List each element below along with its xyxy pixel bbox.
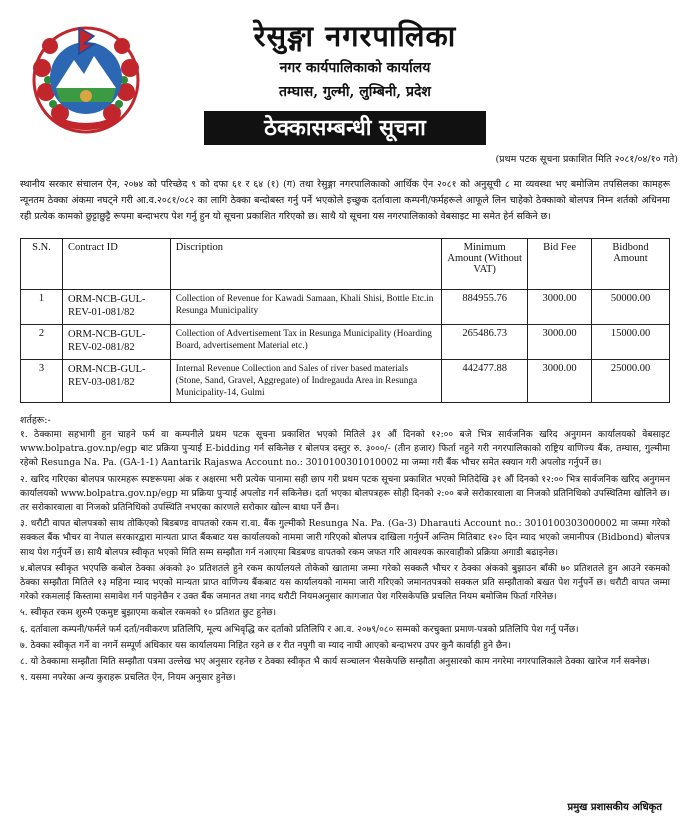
table-header-row [21,239,670,290]
term-item: ८. यो ठेक्कामा सम्झौता मिति सम्झौता पत्रमा उल्लेख भए अनुसार रहनेछ र ठेक्का स्वीकृत भै कार्य सञ्चालन भैसकेपछि सम्झौता अनुसारको काम नगरेमा नगरपालिकाले ठेक्का खारेज गर्न सक्नेछ। [20,657,650,668]
table-row [21,360,670,403]
term-item: २. खरिद गरिएका बोलपत्र फारमहरू स्पष्टरूपमा अंक र अक्षरमा भरी प्रत्येक पानामा सही छाप गरी प्रथम पटक सूचना प्रकाशित भएको मितिदेखि ३१ औं दिनको १२:०० भित्र सार्वजनिक खरिद अनुगमन कार्यालयको www.bolpatra.gov.np/egp मा प्रक्रिया पुऱ्याई अपलोड गर्न सकिनेछ। दर्ता भएका बोलपत्रहरू सोही दिनको २:०० बजे सरोकारवाला वा निजको प्रतिनिधिको उपस्थितिमा खोलिने छ। तर सरोकारवाला वा निजको प्रतिनिधिको उपस्थिति नभएका कारणले सरोकार खोल्न बाधा पर्ने छैन। [20,474,670,514]
col-header-minimum-amount: Minimum Amount (Without VAT) [442,239,528,290]
term-item: ७. ठेक्का स्वीकृत गर्ने वा नगर्ने सम्पूर्ण अधिकार यस कार्यालयमा निहित रहने छ र रीत नपुगी वा म्याद नाघी आएको बन्दाभरप उपर कुनै कार्वाही हुने छैन। [20,640,511,651]
term-item: ५. स्वीकृत रकम शुरुमै एकमुष्ट बुझाएमा कबोल रकमको १० प्रतिशत छुट हुनेछ। [20,608,277,619]
col-header-bidbond: Bidbond Amount [592,239,670,290]
contract-table [20,238,670,403]
cell-minimum-amount: 884955.76 [442,290,528,325]
cell-bid-fee: 3000.00 [528,290,592,325]
cell-bid-fee: 3000.00 [528,325,592,360]
cell-description: Collection of Revenue for Kawadi Samaan, Khali Shisi, Bottle Etc.in Resunga Municipality [170,290,441,325]
office-name: नगर कार्यपालिकाको कार्यालय [279,60,431,76]
term-item: ३. धरौटी वापत बोलपत्रको साथ तोकिएको बिडबण्ड वापतको रकम रा.वा. बैंक गुल्मीको Resunga Na. Pa. (Ga-3) Dharauti Account no.: 3010100303000002 मा जम्मा गरेको सक्कल बैंक भौचर वा नेपाल सरकारद्वारा मान्यता प्राप्त बैंकबाट यस कार्यालयको नाममा जारी गरिएको बोलपत्र दाखिला गर्नुपर्ने अन्तिम मितिबाट १२० दिन म्याद भएको जमानीपत्र (Bidbond) बोलपत्र साथ पेश गर्नुपर्ने छ। साथै बोलपत्र स्वीकृत भएको मिति सम्म सम्झौता गर्न नआएमा बिडबण्ड वापतको रकम जफत गरि आवश्यक कारवाहीको प्रक्रिया अगाडी बढाइनेछ। [20,519,670,558]
cell-contract-id: ORM-NCB-GUL-REV-03-081/82 [62,360,170,403]
cell-sn: 3 [21,360,63,403]
cell-sn: 2 [21,325,63,360]
municipality-emblem-logo [26,18,146,138]
cell-sn: 1 [21,290,63,325]
cell-bidbond: 50000.00 [592,290,670,325]
cell-contract-id: ORM-NCB-GUL-REV-01-081/82 [62,290,170,325]
publish-date-note: (प्रथम पटक सूचना प्रकाशित मिति २०८१/०४/१० गते) [495,154,678,165]
cell-contract-id: ORM-NCB-GUL-REV-02-081/82 [62,325,170,360]
term-item: ६. दर्तावाला कम्पनी/फर्मले फर्म दर्ता/नवीकरण प्रतिलिपि, मूल्य अभिवृद्धि कर दर्ताको प्रतिलिपि र आ.व. २०७९/०८० सम्मको करचुक्ता प्रमाण-पत्रको प्रतिलिपि पेश गर्नु पर्नेछ। [20,624,579,635]
table-row [21,290,670,325]
cell-minimum-amount: 442477.88 [442,360,528,403]
col-header-sn: S.N. [21,239,63,290]
municipality-title: रेसुङ्गा नगरपालिका [253,19,457,53]
notice-banner: ठेक्कासम्बन्धी सूचना [204,111,486,145]
cell-bid-fee: 3000.00 [528,360,592,403]
signatory-title: प्रमुख प्रशासकीय अधिकृत [567,802,662,813]
cell-description: Collection of Advertisement Tax in Resunga Municipality (Hoarding Board, advertisement Material etc.) [170,325,441,360]
term-item: ९. यसमा नपरेका अन्य कुराहरू प्रचलित ऐन, नियम अनुसार हुनेछ। [20,673,236,684]
terms-list [20,428,670,687]
office-address: तम्घास, गुल्मी, लुम्बिनी, प्रदेश [279,84,431,100]
col-header-contract-id: Contract ID [62,239,170,290]
terms-heading: शर्तहरू:- [20,415,51,426]
cell-bidbond: 25000.00 [592,360,670,403]
term-item: १. ठेक्कामा सहभागी हुन चाहने फर्म वा कम्पनीले प्रथम पटक सूचना प्रकाशित भएको मितिले ३१ औं दिनको १२:०० बजे भित्र सार्वजनिक खरिद अनुगमन कार्यालयको वेबसाइट www.bolpatra.gov.np/egp बाट प्रक्रिया पुऱ्याई E-bidding गर्न सकिनेछ र बोलपत्र दस्तुर रु. ३०००/- (तीन हजार) फिर्ता नहुने गरी नगरपालिकाको राष्ट्रिय वाणिज्य बैंक, तम्घास, गुल्मीमा रहेको Resunga Na. Pa. (GA-1-1) Aantarik Rajaswa Account no.: 3010100301010002 मा जम्मा गरी बैंक भौचर समेत स्क्यान गरी अपलोड गर्नुपर्ने छ। [20,430,670,469]
cell-description: Internal Revenue Collection and Sales of river based materials (Stone, Sand, Gravel, Aggregate) of Indregauda Area in Resunga Municipality-14, Gulmi [170,360,441,403]
cell-minimum-amount: 265486.73 [442,325,528,360]
col-header-bid-fee: Bid Fee [528,239,592,290]
table-row [21,325,670,360]
intro-paragraph: स्थानीय सरकार संचालन ऐन, २०७४ को परिच्छेद ९ को दफा ६१ र ६४ (१) (ग) तथा रेसुङ्गा नगरपालिकाको आर्थिक ऐन २०८१ को अनुसूची ८ मा व्यवस्था भए बमोजिम तपसिलका कामहरू न्यूनतम ठेक्का अंकमा नघट्ने गरी आ.व.२०८१/०८२ का लागि ठेक्का बन्दोबस्त गर्नु पर्ने भएकोले इच्छुक दर्तावाला कम्पनी/फर्महरूले आफूले लिन चाहेको ठेक्काको बोलपत्र निम्न शर्तको अधिनमा रही प्रत्येक कामको छुट्टाछुट्टै रूपमा बन्दाभरप पेश गर्नु हुन यो सूचना प्रकाशित गरिएको छ। साथै यो सूचना यस नगरपालिकाको वेबसाइट मा समेत हेर्न सकिने छ। [20,179,670,223]
col-header-description: Discription [170,239,441,290]
term-item: ४.बोलपत्र स्वीकृत भएपछि कबोल ठेक्का अंकको ३० प्रतिशतले हुने रकम कार्यालयले तोकेको खातामा जम्मा गरेको सक्कलै भौचर र ठेक्का अंकको बुझाउन बाँकी ७० प्रतिशतले हुन आउने रकमको ठेक्का सम्झौता मितिले १३ महिना म्याद भएको मान्यता प्राप्त वाणिज्य बैंकबाट यस कार्यालयको नाममा जारी गरिएको जमानतपत्रको सक्कल प्रति सम्झौताको बखत पेश गर्नुपर्ने छ। धरौटी वापत जम्मा गरेको रकमलाई किस्तामा समावेश गर्न पाइनेछैन र उक्त बैंक जमानत तथा नगद धरौटी नियमअनुसार कागजात पेश गरिसकेपछि प्रचलित नियम बमोजिम फिर्ता गरिनेछ। [20,563,670,603]
cell-bidbond: 15000.00 [592,325,670,360]
